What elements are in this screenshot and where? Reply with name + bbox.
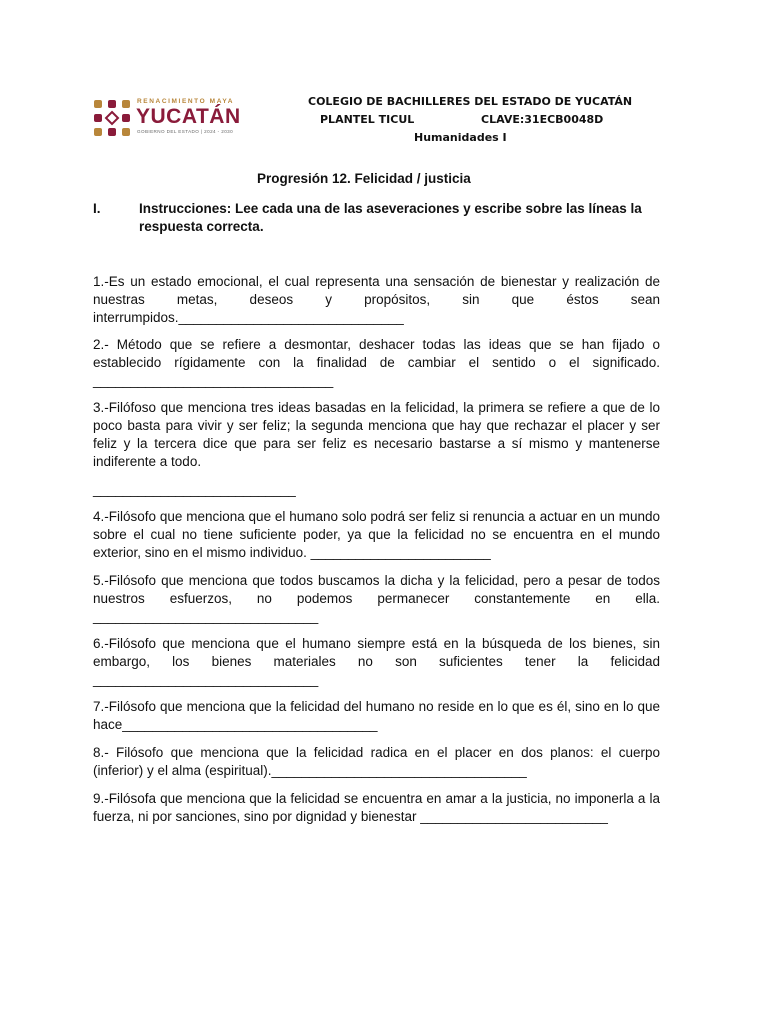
- question-1: [93, 273, 660, 327]
- logo-tagline: RENACIMIENTO MAYA: [137, 98, 235, 105]
- header-line-3: [290, 129, 630, 147]
- instructions-text: Instrucciones: Lee cada una de las aseveraciones y escribe sobre las líneas la respuesta correcta.: [139, 201, 642, 234]
- logo-subtitle: GOBIERNO DEL ESTADO | 2024 - 2030: [137, 129, 234, 134]
- page-title: Progresión 12. Felicidad / justicia: [257, 171, 471, 186]
- maya-pattern-icon: [92, 98, 132, 138]
- question-text: 1.-Es un estado emocional, el cual representa una sensación de bienestar y realización de nuestras metas, deseos y propósitos, sin que éstos sean interrumpidos.______________________________: [93, 274, 660, 325]
- question-6: [93, 635, 660, 689]
- question-2: [93, 336, 660, 390]
- question-text: 4.-Filósofo que menciona que el humano solo podrá ser feliz si renuncia a actuar en un mundo sobre el cual no tiene suficiente poder, ya que la felicidad no se encuentra en el mundo exterior, sino en el mismo individuo. ________________________: [93, 509, 660, 560]
- question-5: [93, 572, 660, 626]
- question-9: [93, 790, 660, 826]
- logo-wordmark: YUCATÁN: [136, 105, 241, 128]
- question-text: 8.- Filósofo que menciona que la felicidad radica en el placer en dos planos: el cuerpo (inferior) y el alma (espiritual).__________________________________: [93, 745, 660, 778]
- school-name: COLEGIO DE BACHILLERES DEL ESTADO DE YUCATÁN: [308, 95, 633, 108]
- question-4: [93, 508, 660, 562]
- question-text: 9.-Filósofa que menciona que la felicidad se encuentra en amar a la justicia, no imponerla a la fuerza, ni por sanciones, sino por dignidad y bienestar _________________________: [93, 791, 660, 824]
- answer-line[interactable]: ___________________________: [93, 482, 296, 497]
- question-text: 3.-Filófoso que menciona tres ideas basadas en la felicidad, la primera se refiere a que de lo poco basta para vivir y ser feliz; la segunda menciona que hay que rechazar el placer y ser feliz y la tercera dice que para ser feliz es necesario bastarse a sí mismo y mantenerse indiferente a todo.: [93, 400, 660, 469]
- document-header: [290, 93, 633, 147]
- campus-name: PLANTEL TICUL: [320, 113, 415, 126]
- question-7: [93, 698, 660, 734]
- campus-key: CLAVE:31ECB0048D: [481, 113, 604, 126]
- question-text: 6.-Filósofo que menciona que el humano siempre está en la búsqueda de los bienes, sin embargo, los bienes materiales no son suficientes tener la felicidad ______________________________: [93, 636, 660, 687]
- header-line-2: [290, 111, 630, 129]
- yucatan-logo: [92, 98, 252, 140]
- question-text: 7.-Filósofo que menciona que la felicidad del humano no reside en lo que es él, sino en lo que hace__________________________________: [93, 699, 660, 732]
- question-text: 5.-Filósofo que menciona que todos buscamos la dicha y la felicidad, pero a pesar de todos nuestros esfuerzos, no podemos permanecer constantemente en ella. ______________________________: [93, 573, 660, 624]
- subject-name: Humanidades I: [414, 131, 507, 144]
- header-line-1: [290, 93, 633, 111]
- question-text: 2.- Método que se refiere a desmontar, deshacer todas las ideas que se han fijado o establecido rígidamente con la finalidad de cambiar el sentido o el significado. ________________________________: [93, 337, 660, 388]
- question-3: [93, 399, 660, 499]
- instructions-number: I.: [93, 201, 101, 216]
- question-8: [93, 744, 660, 780]
